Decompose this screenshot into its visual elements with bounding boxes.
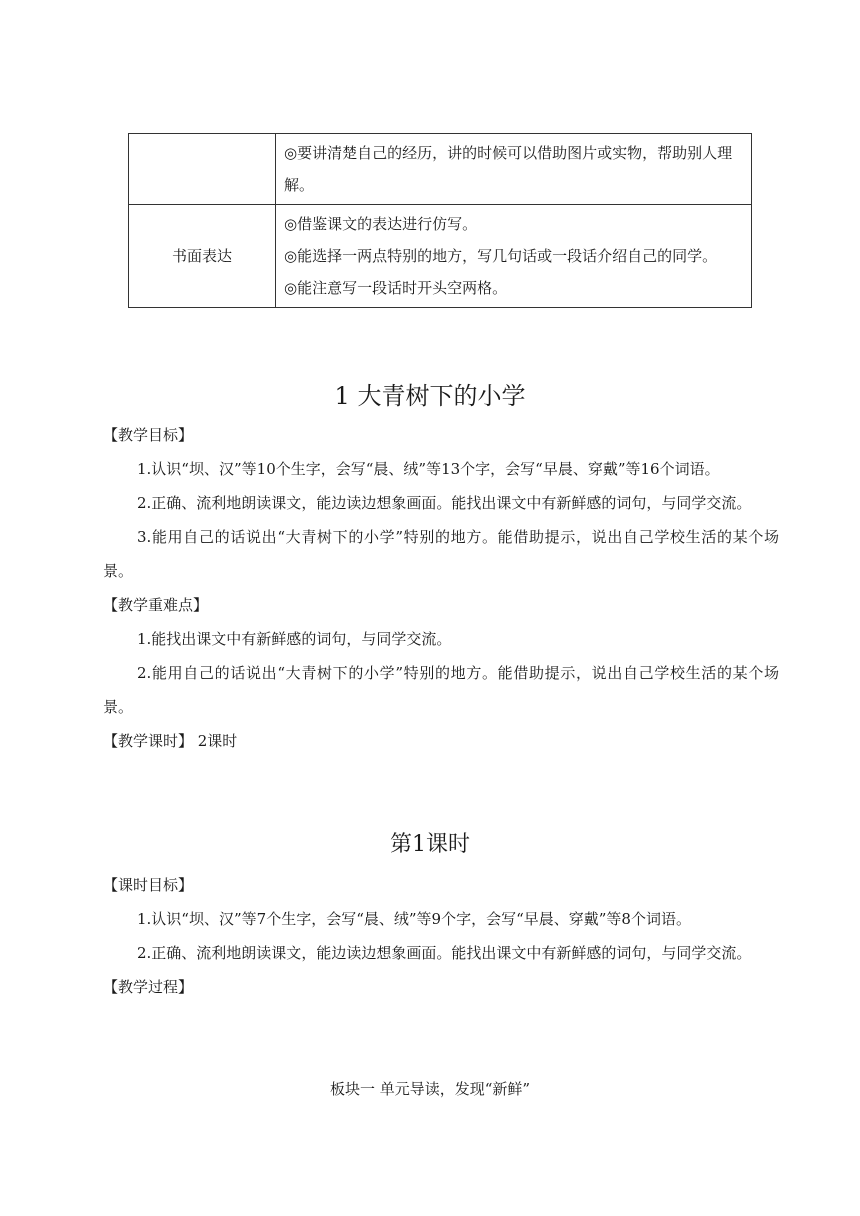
standards-table (128, 133, 752, 308)
key-point-item: 1.能找出课文中有新鲜感的词句，与同学交流。 (137, 630, 452, 648)
period-content (103, 868, 779, 1004)
table-row (129, 134, 752, 205)
key-point-item: 2.能用自己的话说出“大青树下的小学”特别的地方。能借助提示，说出自己学校生活的某个场景。 (103, 664, 779, 716)
table-items-cell (276, 134, 752, 205)
table-category-cell (129, 134, 276, 205)
table-item: ◎借鉴课文的表达进行仿写。 (284, 215, 478, 233)
table-item: ◎能选择一两点特别的地方，写几句话或一段话介绍自己的同学。 (284, 247, 718, 265)
process-heading: 【教学过程】 (103, 978, 194, 996)
goal-item: 2.正确、流利地朗读课文，能边读边想象画面。能找出课文中有新鲜感的词句，与同学交流。 (137, 494, 752, 512)
key-points-heading: 【教学重难点】 (103, 596, 209, 614)
table-item: ◎能注意写一段话时开头空两格。 (284, 279, 508, 297)
goal-item: 1.认识“坝、汉”等10个生字，会写“晨、绒”等13个字，会写“早晨、穿戴”等16个词语。 (137, 460, 720, 478)
table-category-cell: 书面表达 (129, 205, 276, 308)
goal-item: 3.能用自己的话说出“大青树下的小学”特别的地方。能借助提示，说出自己学校生活的某个场景。 (103, 528, 779, 580)
table-row (129, 205, 752, 308)
goals-heading: 【教学目标】 (103, 426, 194, 444)
block-title: 板块一 单元导读，发现“新鲜” (329, 1080, 531, 1098)
period-goal-item: 2.正确、流利地朗读课文，能边读边想象画面。能找出课文中有新鲜感的词句，与同学交流。 (137, 944, 752, 962)
hours-line: 【教学课时】 2课时 (103, 732, 238, 750)
period-title: 第1课时 (390, 832, 470, 857)
period-goals-heading: 【课时目标】 (103, 876, 194, 894)
period-goal-item: 1.认识“坝、汉”等7个生字，会写“晨、绒”等9个字，会写“早晨、穿戴”等8个词语。 (137, 910, 691, 928)
lesson-title: 1 大青树下的小学 (334, 382, 526, 410)
table-item: ◎要讲清楚自己的经历，讲的时候可以借助图片或实物，帮助别人理解。 (284, 144, 733, 194)
table-items-cell (276, 205, 752, 308)
lesson-content (103, 418, 779, 758)
